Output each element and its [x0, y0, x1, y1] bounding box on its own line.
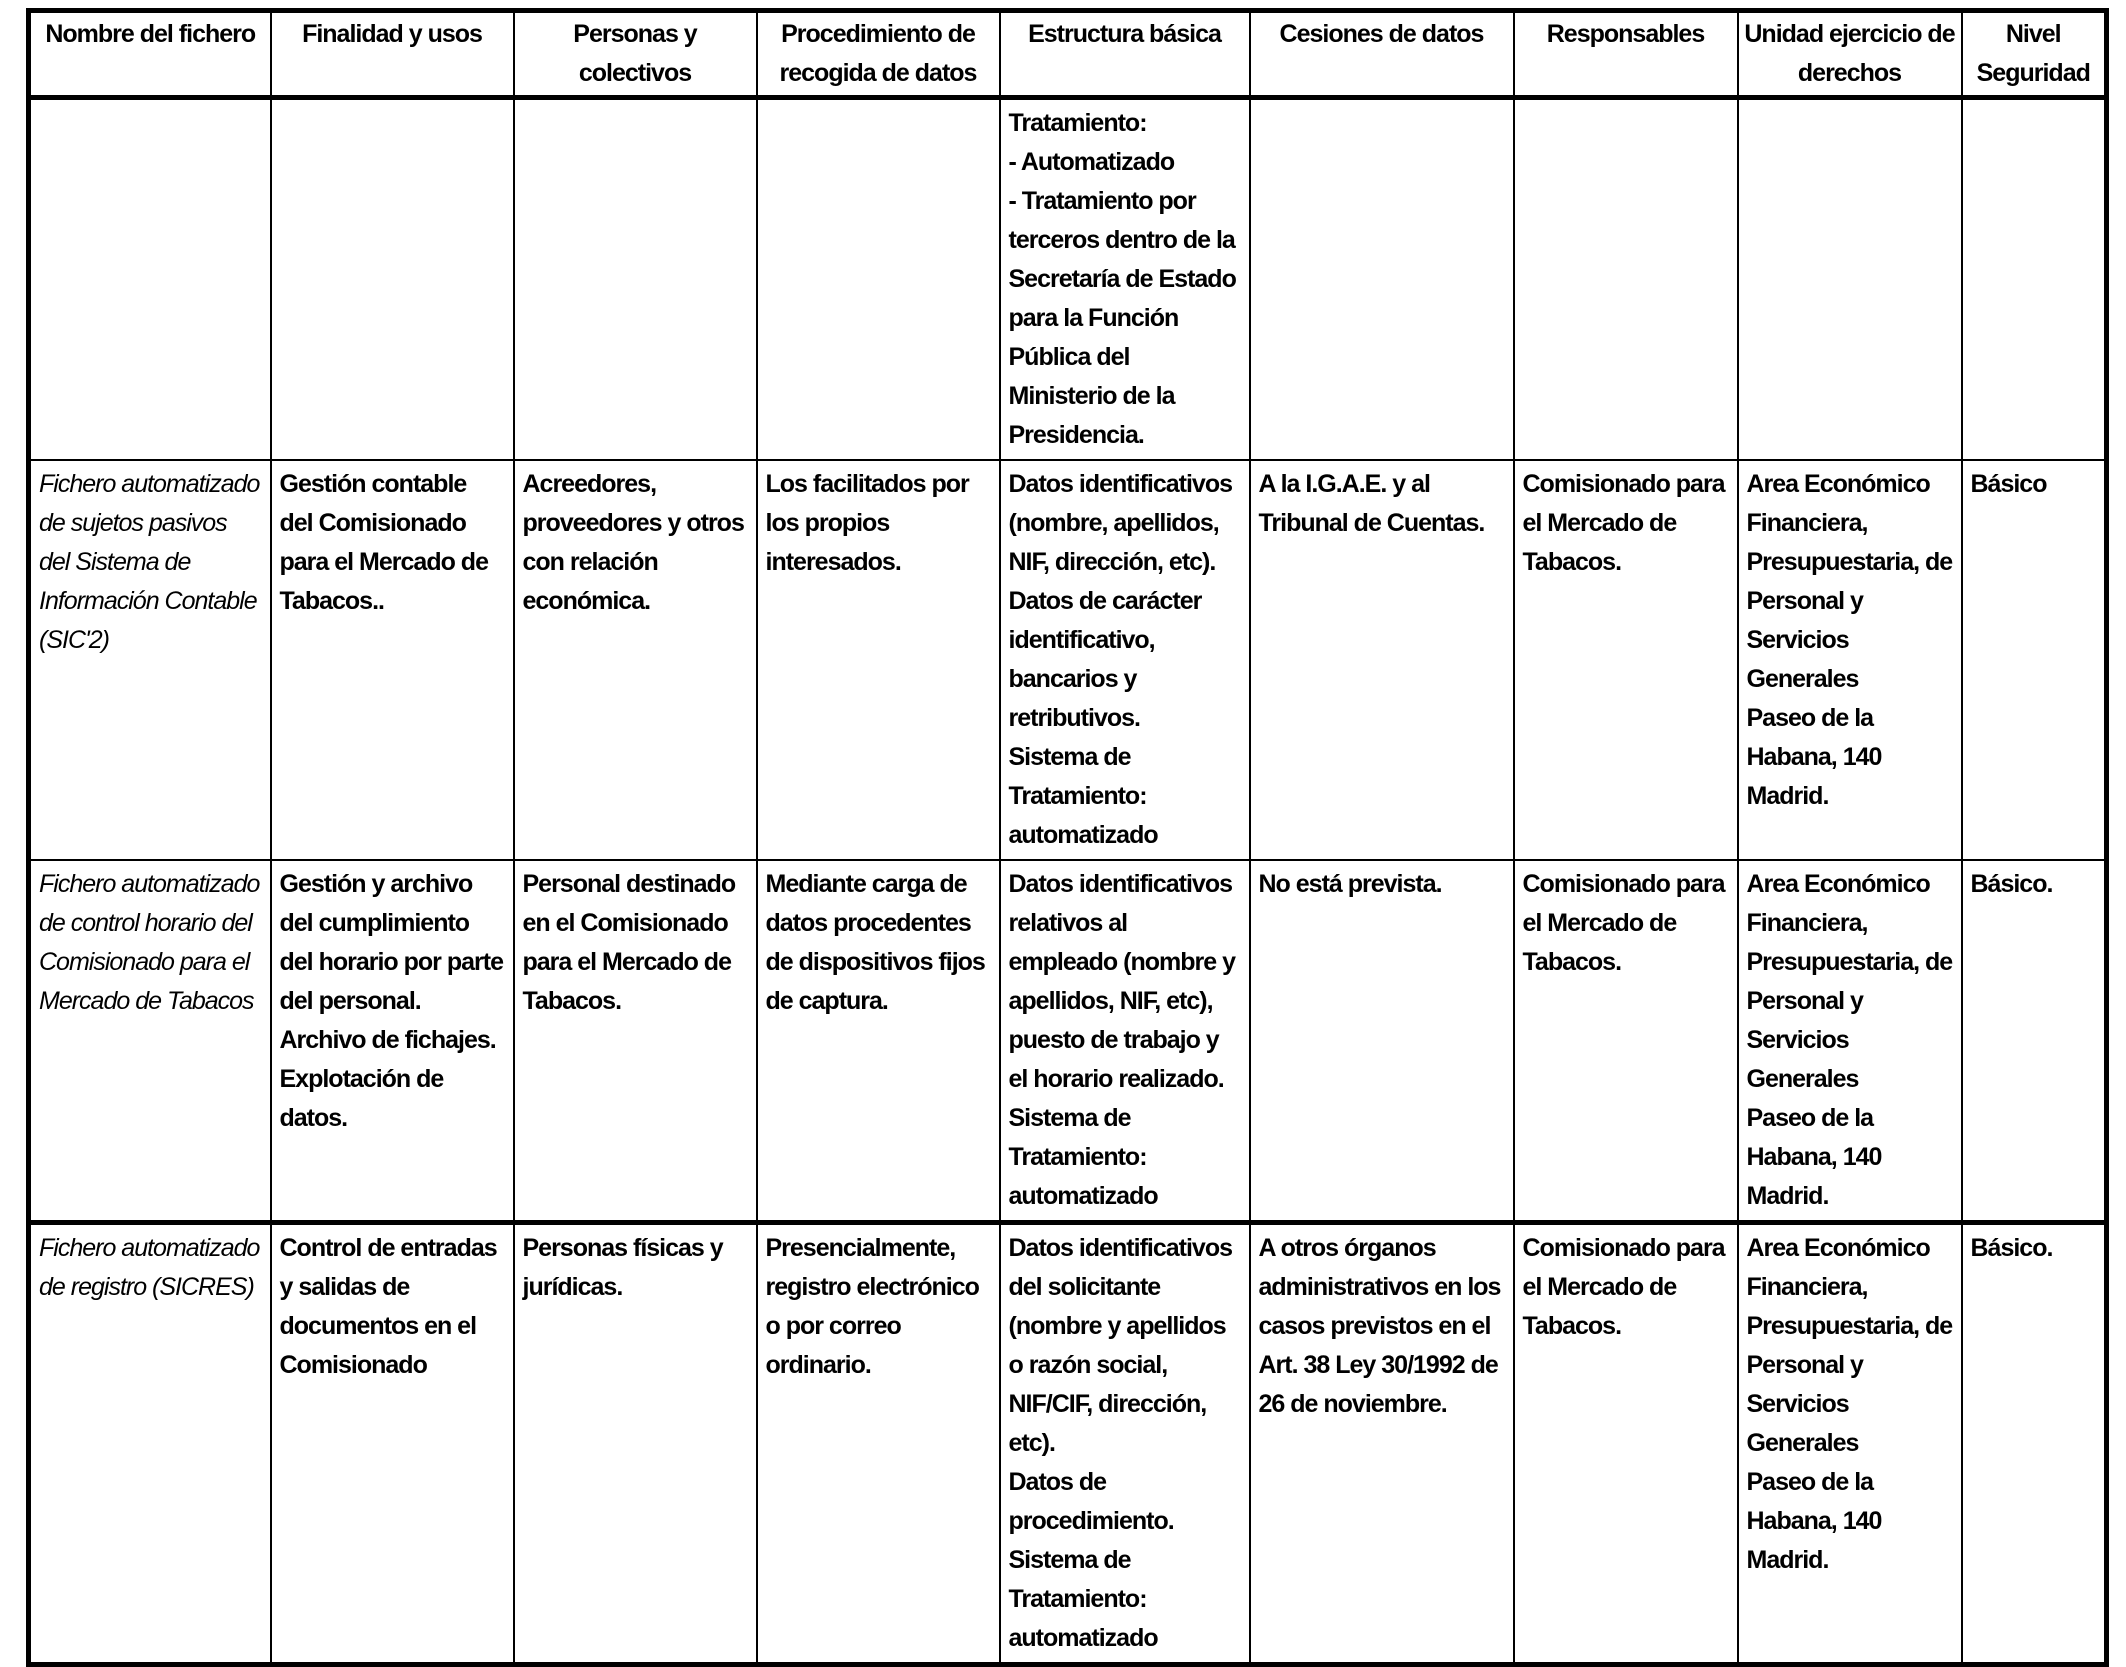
cell-cesiones — [1250, 98, 1514, 461]
cell-unidad: Area Económico Financiera, Presupuestaria, de Personal y Servicios Generales Paseo de la Habana, 140 Madrid. — [1738, 860, 1962, 1223]
cell-nombre: Fichero automatizado de registro (SICRES) — [29, 1223, 271, 1665]
cell-estructura: Datos identificativos del solicitante (nombre y apellidos o razón social, NIF/CIF, dirección, etc). Datos de procedimiento. Sistema de Tratamiento: automatizado — [1000, 1223, 1250, 1665]
header-cesiones: Cesiones de datos — [1250, 11, 1514, 98]
cell-unidad — [1738, 98, 1962, 461]
cell-estructura: Datos identificativos relativos al empleado (nombre y apellidos, NIF, etc), puesto de trabajo y el horario realizado. Sistema de Tratamiento: automatizado — [1000, 860, 1250, 1223]
header-unidad: Unidad ejercicio de derechos — [1738, 11, 1962, 98]
header-row — [29, 11, 2107, 98]
table-row — [29, 98, 2107, 461]
cell-nombre: Fichero automatizado de sujetos pasivos del Sistema de Información Contable (SIC'2) — [29, 460, 271, 860]
header-responsables: Responsables — [1514, 11, 1738, 98]
cell-nivel: Básico. — [1962, 860, 2107, 1223]
table-row — [29, 1223, 2107, 1665]
cell-nombre: Fichero automatizado de control horario del Comisionado para el Mercado de Tabacos — [29, 860, 271, 1223]
header-nivel: Nivel Seguridad — [1962, 11, 2107, 98]
cell-responsables — [1514, 98, 1738, 461]
header-personas: Personas y colectivos — [514, 11, 757, 98]
header-procedimiento: Procedimiento de recogida de datos — [757, 11, 1000, 98]
cell-personas: Personas físicas y jurídicas. — [514, 1223, 757, 1665]
cell-unidad: Area Económico Financiera, Presupuestaria, de Personal y Servicios Generales Paseo de la Habana, 140 Madrid. — [1738, 1223, 1962, 1665]
cell-estructura: Tratamiento: - Automatizado - Tratamiento por terceros dentro de la Secretaría de Estado para la Función Pública del Ministerio de la Presidencia. — [1000, 98, 1250, 461]
header-nombre: Nombre del fichero — [29, 11, 271, 98]
header-finalidad: Finalidad y usos — [271, 11, 514, 98]
cell-procedimiento — [757, 98, 1000, 461]
cell-cesiones: A otros órganos administrativos en los casos previstos en el Art. 38 Ley 30/1992 de 26 de noviembre. — [1250, 1223, 1514, 1665]
table-row — [29, 860, 2107, 1223]
cell-procedimiento: Presencialmente, registro electrónico o por correo ordinario. — [757, 1223, 1000, 1665]
cell-finalidad — [271, 98, 514, 461]
table-row — [29, 460, 2107, 860]
cell-personas — [514, 98, 757, 461]
cell-personas: Personal destinado en el Comisionado para el Mercado de Tabacos. — [514, 860, 757, 1223]
cell-nivel — [1962, 98, 2107, 461]
cell-finalidad: Gestión contable del Comisionado para el Mercado de Tabacos.. — [271, 460, 514, 860]
cell-finalidad: Control de entradas y salidas de documentos en el Comisionado — [271, 1223, 514, 1665]
cell-unidad: Area Económico Financiera, Presupuestaria, de Personal y Servicios Generales Paseo de la Habana, 140 Madrid. — [1738, 460, 1962, 860]
cell-responsables: Comisionado para el Mercado de Tabacos. — [1514, 460, 1738, 860]
data-files-table — [26, 8, 2109, 1667]
cell-nombre — [29, 98, 271, 461]
header-estructura: Estructura básica — [1000, 11, 1250, 98]
cell-nivel: Básico. — [1962, 1223, 2107, 1665]
cell-procedimiento: Mediante carga de datos procedentes de dispositivos fijos de captura. — [757, 860, 1000, 1223]
cell-personas: Acreedores, proveedores y otros con relación económica. — [514, 460, 757, 860]
cell-responsables: Comisionado para el Mercado de Tabacos. — [1514, 1223, 1738, 1665]
cell-cesiones: A la I.G.A.E. y al Tribunal de Cuentas. — [1250, 460, 1514, 860]
cell-finalidad: Gestión y archivo del cumplimiento del horario por parte del personal. Archivo de fichajes. Explotación de datos. — [271, 860, 514, 1223]
cell-nivel: Básico — [1962, 460, 2107, 860]
cell-estructura: Datos identificativos (nombre, apellidos, NIF, dirección, etc). Datos de carácter identificativo, bancarios y retributivos. Sistema de Tratamiento: automatizado — [1000, 460, 1250, 860]
cell-responsables: Comisionado para el Mercado de Tabacos. — [1514, 860, 1738, 1223]
cell-cesiones: No está prevista. — [1250, 860, 1514, 1223]
cell-procedimiento: Los facilitados por los propios interesados. — [757, 460, 1000, 860]
